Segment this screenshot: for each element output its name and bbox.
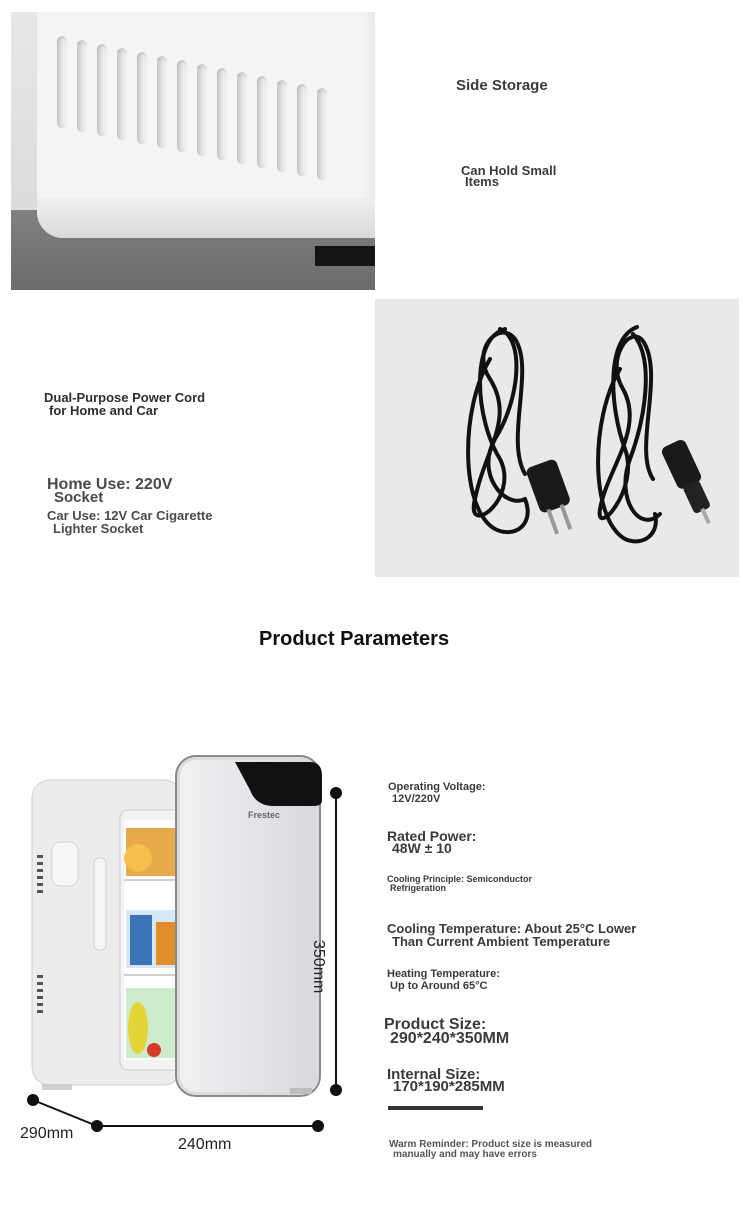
rated-power-value: 48W ± 10 xyxy=(392,840,452,856)
fridge-brand-logo: Frestec xyxy=(248,810,281,820)
width-dimension-label: 240mm xyxy=(178,1136,232,1153)
internal-size-underline xyxy=(388,1106,483,1110)
depth-dimension-label: 290mm xyxy=(20,1125,74,1142)
power-cord-title-line2: for Home and Car xyxy=(49,403,159,418)
car-use-line1: Car Use: 12V Car Cigarette xyxy=(47,508,213,523)
car-use-line2: Lighter Socket xyxy=(53,521,144,536)
product-parameters-heading: Product Parameters xyxy=(259,628,450,650)
product-size-label: Product Size: xyxy=(384,1016,487,1033)
power-cord-title-line1: Dual-Purpose Power Cord xyxy=(44,390,206,405)
height-dimension-label: 350mm xyxy=(310,940,327,994)
power-cords-drawing xyxy=(375,299,739,577)
warm-reminder-line2: manually and may have errors xyxy=(393,1149,537,1160)
tray-vents xyxy=(57,28,337,208)
internal-size-label: Internal Size: xyxy=(387,1066,481,1083)
home-use-line2: Socket xyxy=(54,489,104,506)
operating-voltage-label: Operating Voltage: xyxy=(388,781,486,793)
cooling-temperature-line2: Than Current Ambient Temperature xyxy=(392,934,611,949)
power-cords-photo xyxy=(375,299,739,577)
internal-size-value: 170*190*285MM xyxy=(393,1078,505,1095)
product-size-value: 290*240*350MM xyxy=(390,1030,510,1047)
side-storage-photo xyxy=(11,12,375,290)
cooling-principle-value: Refrigeration xyxy=(390,883,447,893)
side-storage-desc-line2: Items xyxy=(465,174,499,189)
side-storage-title: Side Storage xyxy=(456,77,548,94)
cooling-temperature-line1: Cooling Temperature: About 25°C Lower xyxy=(387,921,637,936)
heating-temperature-value: Up to Around 65°C xyxy=(390,980,488,992)
warm-reminder-line1: Warm Reminder: Product size is measured xyxy=(389,1139,593,1150)
heating-temperature-label: Heating Temperature: xyxy=(387,968,500,980)
photo-shadow xyxy=(315,246,375,266)
side-storage-desc-line1: Can Hold Small xyxy=(461,163,557,178)
home-use-line1: Home Use: 220V xyxy=(47,476,173,493)
rated-power-label: Rated Power: xyxy=(387,828,477,844)
cooling-principle-label: Cooling Principle: Semiconductor xyxy=(387,874,533,884)
operating-voltage-value: 12V/220V xyxy=(392,793,441,805)
